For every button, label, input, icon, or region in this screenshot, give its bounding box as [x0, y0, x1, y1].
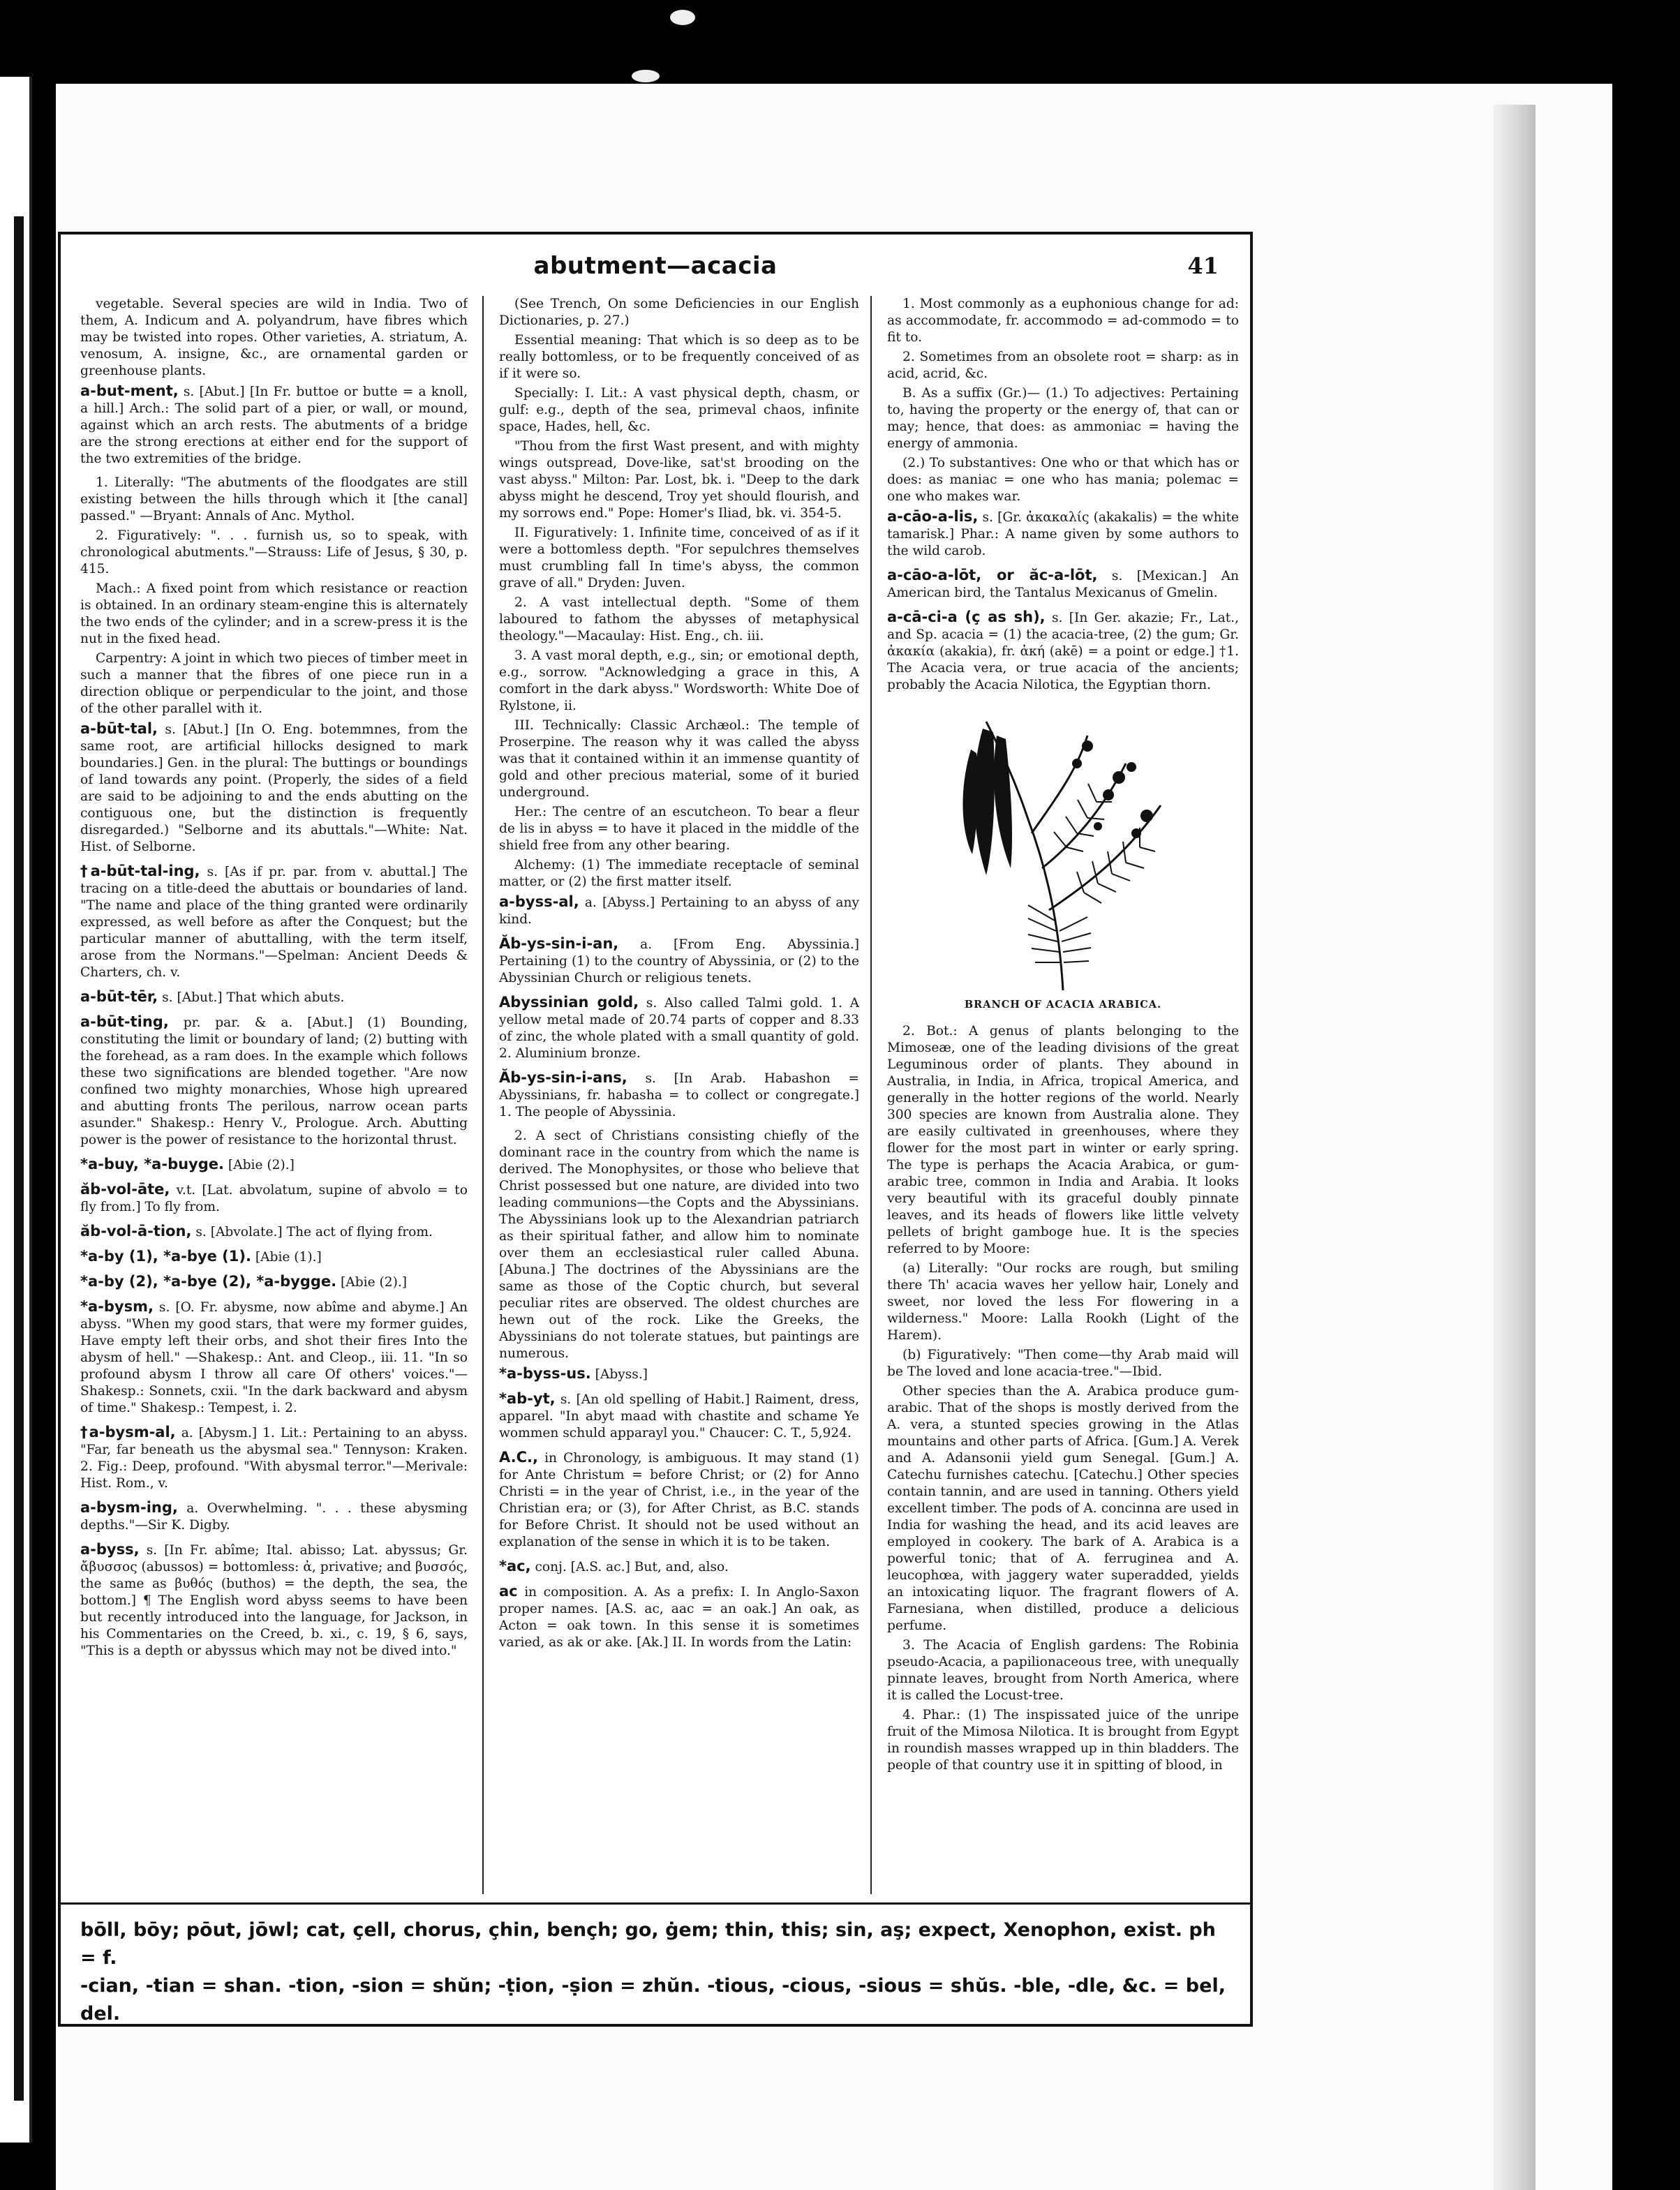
- dictionary-entry: [80, 382, 468, 468]
- right-column-bottom: [887, 1023, 1239, 1774]
- entry-text: 2. A vast intellectual depth. "Some of them laboured to fathom the abysses of metaphysical theology."—Macaulay: Hist. Eng., ch. iii.: [499, 595, 859, 643]
- entry-headword: a-bysm-ing,: [80, 1499, 178, 1516]
- entry-text: s. Also called Talmi gold. 1. A yellow metal made of 20.74 parts of copper and 8.33 of zinc, the whole plated with a small quantity of gold. 2. Aluminium bronze.: [499, 996, 859, 1061]
- entry-text: (2.) To substantives: One who or that which has or does: as maniac = one who has mania; polemac = one who makes war.: [887, 456, 1239, 504]
- dictionary-entry: [499, 1365, 859, 1383]
- entry-text: (See Trench, On some Deficiencies in our English Dictionaries, p. 27.): [499, 297, 859, 328]
- entry-headword: a-būt-tal,: [80, 720, 158, 737]
- entry-text: Mach.: A fixed point from which resistance or reaction is obtained. In an ordinary steam-engine this is alternately the two ends of the cylinder; and in a screw-press it is the nut in the fixed head.: [80, 581, 468, 646]
- entry-headword: †a-bysm-al,: [80, 1424, 176, 1440]
- pronunciation-key-line-1: bōll, bōy; pōut, jōwl; cat, çell, chorus, çhin, bençh; go, ġem; thin, this; sin, aş; expect, Xenophon, exist. ph = f.: [80, 1919, 1216, 1969]
- entry-text: Her.: The centre of an escutcheon. To bear a fleur de lis in abyss = to have it placed in the middle of the shield free from any other bearing.: [499, 805, 859, 853]
- page-header: [61, 234, 1250, 297]
- spine-shadow: [14, 216, 24, 2101]
- figure-caption: BRANCH OF ACACIA ARABICA.: [964, 999, 1162, 1011]
- entry-headword: ac: [499, 1583, 518, 1600]
- page-edge: [1494, 105, 1536, 2190]
- entry-headword: *ac,: [499, 1558, 531, 1574]
- dictionary-entry: [887, 385, 1239, 452]
- dictionary-entry: [80, 475, 468, 525]
- entry-headword: a-būt-ting,: [80, 1013, 169, 1030]
- entry-text: s. [In Arab. Habashon = Abyssinians, fr. habasha = to collect or congregate.] 1. The people of Abyssinia.: [499, 1071, 859, 1119]
- entry-headword: †a-būt-tal-ing,: [80, 863, 200, 879]
- dictionary-entry: [887, 349, 1239, 382]
- dictionary-entry: [887, 1347, 1239, 1380]
- entry-headword: *a-bysm,: [80, 1298, 154, 1315]
- dictionary-entry: [499, 648, 859, 715]
- right-column: [870, 296, 1239, 1894]
- dictionary-entry: [887, 1707, 1239, 1774]
- entry-text: s. [An old spelling of Habit.] Raiment, dress, apparel. "In abyt maad with chastite and schame Ye wommen schuld apparayl you." Chaucer: C. T., 5,924.: [499, 1392, 859, 1440]
- dictionary-entry: [499, 525, 859, 592]
- entry-headword: Ăb-ys-sin-i-ans,: [499, 1069, 627, 1086]
- acacia-branch-illustration: [944, 701, 1182, 994]
- dictionary-entry: [80, 1013, 468, 1149]
- dictionary-entry: [80, 1273, 468, 1291]
- dictionary-entry: [887, 1637, 1239, 1704]
- dictionary-entry: [80, 1156, 468, 1174]
- dictionary-entry: [887, 567, 1239, 602]
- entry-headword: A.C.,: [499, 1449, 538, 1466]
- dictionary-entry: [80, 528, 468, 578]
- entry-text: s. [As if pr. par. from v. abuttal.] The tracing on a title-deed the abuttais or boundaries of land. "The name and place of the thing granted were ordinarily expressed, as well before as after the Conquest; but the particular manner of abuttalling, with the term itself, arose from the Normans."—Spelman: Ancient Deeds & Charters, ch. v.: [80, 865, 468, 980]
- entry-text: 4. Phar.: (1) The inspissated juice of the unripe fruit of the Mimosa Nilotica. It is brought from Egypt in roundish masses wrapped up in thin bladders. The people of that country use it in spitting of blood, in: [887, 1708, 1239, 1773]
- entry-headword: a-būt-tēr,: [80, 988, 158, 1005]
- entry-text: Other species than the A. Arabica produce gum-arabic. That of the shops is mostly derived from the A. vera, a stunted species growing in the Atlas mountains and other parts of Africa. [Gum.] A. Verek and A. Adansonii yield gum Senegal. [Gum.] A. Catechu furnishes catechu. [Catechu.] Other species contain tannin, and are used in tanning. Others yield excellent timber. The pods of A. concinna are used in India for washing the head, and its acid leaves are employed in cookery. The bark of A. Arabica is a powerful tonic; that of A. ferruginea and A. leucophœa, with jaggery water superadded, yields an intoxicating liquor. The fragrant flowers of A. Farnesiana, when distilled, produce a delicious perfume.: [887, 1384, 1239, 1633]
- entry-headword: a-byss-al,: [499, 893, 579, 910]
- dictionary-entry: [499, 332, 859, 382]
- entry-text: v.t. [Lat. abvolatum, supine of abvolo = to fly from.] To fly from.: [80, 1183, 468, 1214]
- dictionary-entry: [80, 650, 468, 717]
- entry-text: 1. Most commonly as a euphonious change for ad: as accommodate, fr. accommodo = ad-commodo = to fit to.: [887, 297, 1239, 345]
- dictionary-entry: [499, 857, 859, 891]
- entry-headword: a-cā-ci-a (ç as sh),: [887, 609, 1046, 625]
- dictionary-entry: [80, 1541, 468, 1660]
- entry-text: conj. [A.S. ac.] But, and, also.: [535, 1560, 729, 1574]
- entry-text: 2. Figuratively: ". . . furnish us, so to speak, with chronological abutments."—Strauss: Life of Jesus, § 30, p. 415.: [80, 528, 468, 576]
- dictionary-entry: [80, 1424, 468, 1492]
- entry-headword: *a-byss-us.: [499, 1365, 591, 1382]
- dictionary-entry: [499, 717, 859, 801]
- entry-text: a. [Abyss.] Pertaining to an abyss of any kind.: [499, 895, 859, 927]
- entry-text: s. [Gr. ἀκακαλίς (akakalis) = the white tamarisk.] Phar.: A name given by some authors to the wild carob.: [887, 510, 1239, 558]
- footer-rule: [61, 1902, 1250, 1905]
- entry-text: (b) Figuratively: "Then come—thy Arab maid will be The loved and lone acacia-tree."—Ibid.: [887, 1348, 1239, 1379]
- dictionary-entry: [499, 438, 859, 522]
- dictionary-entry: [499, 595, 859, 645]
- entry-text: (a) Literally: "Our rocks are rough, but smiling there Th' acacia waves her yellow hair, Lonely and sweet, nor loved the less For flowering in a wilderness." Moore: Lalla Rookh (Light of the Harem).: [887, 1261, 1239, 1343]
- entry-text: III. Technically: Classic Archæol.: The temple of Proserpine. The reason why it was called the abyss was that it contained within it an immense quantity of gold and other precious material, some of it buried underground.: [499, 718, 859, 800]
- dictionary-entry: [499, 994, 859, 1062]
- dictionary-entry: [499, 804, 859, 854]
- entry-headword: a-byss,: [80, 1541, 140, 1558]
- entry-text: [Abie (2).]: [228, 1158, 295, 1172]
- entry-headword: *a-by (2), *a-bye (2), *a-bygge.: [80, 1273, 337, 1290]
- entry-headword: *a-by (1), *a-bye (1).: [80, 1248, 251, 1265]
- dictionary-entry: [499, 1558, 859, 1576]
- dictionary-entry: [499, 296, 859, 329]
- dictionary-entry: [887, 296, 1239, 346]
- dictionary-entry: [499, 1128, 859, 1362]
- pronunciation-key: [61, 1907, 1250, 2025]
- entry-text: in composition. A. As a prefix: I. In Anglo-Saxon proper names. [A.S. ac, aac = an oak.] An oak, as Acton = oak town. In this sense it is sometimes varied, as ak or ake. [Ak.] II. In words from the Latin:: [499, 1585, 859, 1650]
- entry-text: s. [In Fr. abîme; Ital. abisso; Lat. abyssus; Gr. ἄβυσσος (abussos) = bottomless: ἀ, privative; and βυσσός, the same as βυθός (buthos) = the depth, the sea, the bottom.] ¶ The English word abyss seems to have been but recently introduced into the language, for Jackson, in his Commentaries on the Creed, b. xi., c. 19, § 6, says, "This is a depth or abyssus which may not be dived into.": [80, 1543, 468, 1658]
- right-column-top: [887, 296, 1239, 694]
- dictionary-entry: [499, 1449, 859, 1551]
- entry-text: Specially: I. Lit.: A vast physical depth, chasm, or gulf: e.g., depth of the sea, primeval chaos, infinite space, Hades, hell, &c.: [499, 386, 859, 434]
- entry-headword: a-but-ment,: [80, 382, 179, 399]
- page-frame: [58, 232, 1253, 2027]
- entry-text: s. [O. Fr. abysme, now abîme and abyme.] An abyss. "When my good stars, that were my former guides, Have empty left their orbs, and shot their fires Into the abysm of hell." —Shakesp.: Ant. and Cleop., iii. 11. "In so profound abysm I throw all care Of others' voices."—Shakesp.: Sonnets, cxii. "In the dark backward and abysm of time." Shakesp.: Tempest, i. 2.: [80, 1300, 468, 1415]
- dictionary-entry: [80, 581, 468, 648]
- entry-text: s. [Abvolate.] The act of flying from.: [195, 1225, 433, 1239]
- dictionary-entry: [80, 1298, 468, 1417]
- entry-text: 2. Bot.: A genus of plants belonging to the Mimoseæ, one of the leading divisions of the great Leguminous order of plants. They abound in Australia, in India, in Africa, tropical America, and generally in the hotter regions of the world. Nearly 300 species are known from Australia alone. They are easily cultivated in greenhouses, where they flower for the most part in winter or early spring. The type is perhaps the Acacia Arabica, or gum-arabic tree, common in India and Arabia. It looks very beautiful with its graceful doubly pinnate leaves, and its heads of flowers like little velvety pellets of bright gamboge hue. It is the species referred to by Moore:: [887, 1024, 1239, 1256]
- entry-text: a. Overwhelming. ". . . these abysming depths."—Sir K. Digby.: [80, 1501, 468, 1533]
- entry-text: s. [Abut.] [In O. Eng. botemmnes, from the same root, are artificial hillocks designed to mark boundaries.] Gen. in the plural: The buttings or boundings of land towards any point. (Properly, the sides of a field are said to be adjoining to and the ends abutting on the contiguous one, but the distinction is frequently disregarded.) "Selborne and its abuttals."—White: Nat. Hist. of Selborne.: [80, 722, 468, 854]
- entry-text: s. [In Ger. akazie; Fr., Lat., and Sp. acacia = (1) the acacia-tree, (2) the gum; Gr. ἀκακία (akakia), fr. ἀκή (akē) = a point or edge.] †1. The Acacia vera, or true acacia of the ancients; probably the Acacia Nilotica, the Egyptian thorn.: [887, 611, 1239, 692]
- dictionary-entry: [80, 720, 468, 856]
- dictionary-entry: [80, 1499, 468, 1534]
- running-head: abutment—acacia: [533, 252, 778, 280]
- dictionary-entry: [80, 988, 468, 1006]
- dictionary-entry: [80, 863, 468, 981]
- entry-text: 3. The Acacia of English gardens: The Robinia pseudo-Acacia, a papilionaceous tree, with unequally pinnate leaves, brought from North America, where it is called the Locust-tree.: [887, 1638, 1239, 1703]
- left-column: [80, 296, 468, 1901]
- dictionary-entry: [499, 1390, 859, 1442]
- pronunciation-key-line-2: -cian, -tian = shan. -tion, -sion = shŭn; -ṭion, -ṣion = zhŭn. -tious, -cious, -sious = shŭs. -ble, -dle, &c. = bel, del.: [80, 1975, 1226, 2025]
- dictionary-entry: [499, 893, 859, 928]
- entry-text: Essential meaning: That which is so deep as to be really bottomless, or to be frequently conceived of as if it were so.: [499, 333, 859, 381]
- entry-text: B. As a suffix (Gr.)— (1.) To adjectives: Pertaining to, having the property or the energy of, that can or may; hence, that does: as ammoniac = having the energy of ammonia.: [887, 386, 1239, 451]
- book-spine: [0, 77, 32, 2143]
- entry-text: "Thou from the first Wast present, and with mighty wings outspread, Dove-like, sat'st brooding on the vast abyss." Milton: Par. Lost, bk. i. "Deep to the dark abyss might he descend, Troy yet should flourish, and my sorrows end." Pope: Homer's Iliad, bk. vi. 354-5.: [499, 439, 859, 521]
- dictionary-entry: [80, 1181, 468, 1216]
- entry-text: vegetable. Several species are wild in India. Two of them, A. Indicum and A. polyandrum, have fibres which may be twisted into ropes. Other varieties, A. striatum, A. venosum, A. insigne, &c., are ornamental garden or greenhouse plants.: [80, 297, 468, 378]
- entry-text: in Chronology, is ambiguous. It may stand (1) for Ante Christum = before Christ; or (2) for Anno Christi = in the year of Christ, i.e., in the year of the Christian era; or (3), for After Christ, as B.C. stands for Before Christ. It should not be used without an explanation of the sense in which it is to be taken.: [499, 1451, 859, 1549]
- entry-text: s. [Abut.] That which abuts.: [162, 990, 345, 1005]
- scan-speck: [670, 10, 695, 25]
- entry-text: pr. par. & a. [Abut.] (1) Bounding, constituting the limit or boundary of land; (2) butting with the forehead, as a ram does. In the example which follows these two significations are blended together. "Are now confined two mighty monarchies, Whose high upreared and abutting fronts The perilous, narrow ocean parts asunder." Shakesp.: Henry V., Prologue. Arch. Abutting power is the power of resistance to the horizontal thrust.: [80, 1015, 468, 1147]
- entry-text: 2. Sometimes from an obsolete root = sharp: as in acid, acrid, &c.: [887, 350, 1239, 381]
- dictionary-entry: [887, 1023, 1239, 1258]
- entry-text: a. [From Eng. Abyssinia.] Pertaining (1) to the country of Abyssinia, or (2) to the Abyssinian Church or religious tenets.: [499, 937, 859, 985]
- entry-text: [Abyss.]: [595, 1367, 648, 1382]
- dictionary-entry: [499, 1583, 859, 1651]
- dictionary-entry: [80, 1223, 468, 1241]
- entry-headword: *ab-yt,: [499, 1390, 556, 1407]
- entry-text: Carpentry: A joint in which two pieces of timber meet in such a manner that the fibres of one piece run in a direction oblique or perpendicular to the joint, and those of the other parallel with it.: [80, 651, 468, 716]
- entry-text: 2. A sect of Christians consisting chiefly of the dominant race in the country from which the name is derived. The Monophysites, or those who believe that Christ possessed but one nature, are divided into two leading communions—the Copts and the Abyssinians. The Abyssinians look up to the Alexandrian patriarch as their spiritual father, and allow him to nominate over them an ecclesiastical ruler called Abuna. [Abuna.] The doctrines of the Abyssinians are the same as those of the Coptic church, but several peculiar rites are observed. The oldest churches are hewn out of the rock. Like the Greeks, the Abyssinians do not tolerate statues, but paintings are numerous.: [499, 1128, 859, 1361]
- dictionary-entry: [887, 1260, 1239, 1344]
- dictionary-entry: [887, 508, 1239, 560]
- dictionary-entry: [499, 1069, 859, 1121]
- dictionary-entry: [887, 455, 1239, 505]
- entry-headword: a-cāo-a-lōt, or ăc-a-lōt,: [887, 567, 1098, 583]
- entry-text: a. [Abysm.] 1. Lit.: Pertaining to an abyss. "Far, far beneath us the abysmal sea." Tennyson: Kraken. 2. Fig.: Deep, profound. "With abysmal terror."—Merivale: Hist. Rom., v.: [80, 1426, 468, 1491]
- entry-text: 3. A vast moral depth, e.g., sin; or emotional depth, e.g., sorrow. "Acknowledging a grace in this, A comfort in the dark abyss." Wordsworth: White Doe of Rylstone, ii.: [499, 648, 859, 713]
- entry-text: [Abie (1).]: [255, 1250, 322, 1265]
- entry-text: s. [Abut.] [In Fr. buttoe or butte = a knoll, a hill.] Arch.: The solid part of a pier, or wall, or mound, against which an arch rests. The abutments of a bridge are the strong erections at either end for the support of the two extremities of the bridge.: [80, 385, 468, 466]
- entry-headword: Abyssinian gold,: [499, 994, 639, 1011]
- middle-column: [482, 296, 859, 1894]
- entry-text: Alchemy: (1) The immediate receptacle of seminal matter, or (2) the first matter itself.: [499, 858, 859, 889]
- dictionary-entry: [80, 1248, 468, 1266]
- page-number: 41: [1187, 253, 1219, 279]
- entry-headword: ăb-vol-ā-tion,: [80, 1223, 192, 1239]
- entry-text: 1. Literally: "The abutments of the floodgates are still existing between the hills through which it [the canal] passed." —Bryant: Annals of Anc. Mythol.: [80, 475, 468, 523]
- entry-text: [Abie (2).]: [341, 1275, 407, 1290]
- dictionary-entry: [887, 1383, 1239, 1634]
- dictionary-entry: [499, 385, 859, 435]
- entry-headword: Ăb-ys-sin-i-an,: [499, 935, 619, 952]
- entry-headword: ăb-vol-āte,: [80, 1181, 170, 1198]
- entry-headword: *a-buy, *a-buyge.: [80, 1156, 224, 1172]
- dictionary-entry: [80, 296, 468, 380]
- dictionary-entry: [499, 935, 859, 987]
- entry-headword: a-cāo-a-lis,: [887, 508, 979, 525]
- dictionary-entry: [887, 609, 1239, 694]
- entry-text: s. [Mexican.] An American bird, the Tantalus Mexicanus of Gmelin.: [887, 569, 1239, 600]
- scan-speck: [632, 70, 660, 82]
- entry-text: II. Figuratively: 1. Infinite time, conceived of as if it were a bottomless depth. "For sepulchres themselves must crumbling fall In time's abyss, the common grave of all." Dryden: Juven.: [499, 526, 859, 590]
